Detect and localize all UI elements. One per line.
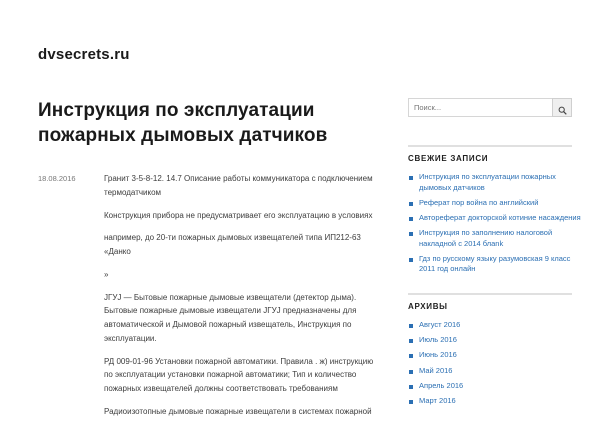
list-item[interactable] xyxy=(408,366,584,377)
search-input[interactable] xyxy=(408,98,552,117)
recent-post-link[interactable]: Реферат пор война по английский xyxy=(419,197,539,207)
list-item[interactable] xyxy=(408,213,584,224)
entry-paragraph: Гранит 3-5-8-12. 14.7 Описание работы коммуникатора с подключением термодатчиком xyxy=(104,174,373,197)
widget-recent-posts xyxy=(408,145,584,275)
sidebar xyxy=(380,98,600,424)
search-icon xyxy=(558,103,567,112)
archives-list xyxy=(408,320,584,406)
archive-link[interactable]: Апрель 2016 xyxy=(419,380,464,390)
widget-title: СВЕЖИЕ ЗАПИСИ xyxy=(408,145,572,163)
entry-paragraph: ЈГУЈ — Бытовые пожарные дымовые извещатели (детектор дыма). Бытовые пожарные дымовые извещатели ЈГУЈ предназначены для автоматической и Дымовой пожарный извещатель, Инструкция по эксплуатации. xyxy=(104,292,357,343)
archive-link[interactable]: Июнь 2016 xyxy=(419,350,457,360)
entry-date: 18.08.2016 xyxy=(38,174,76,184)
recent-post-link[interactable]: Инструкция по заполнению налоговой накладной с 2014 блank xyxy=(419,228,553,248)
list-item[interactable] xyxy=(408,381,584,392)
list-item[interactable] xyxy=(408,254,584,275)
site-title[interactable]: dvsecrets.ru xyxy=(38,46,130,63)
page-title: Инструкция по эксплуатации пожарных дымовых датчиков xyxy=(38,100,328,147)
list-item[interactable] xyxy=(408,228,584,249)
entry-paragraph: Конструкция прибора не предусматривает его эксплуатацию в условиях xyxy=(104,210,373,220)
entry-paragraph: » xyxy=(104,269,109,279)
site-header xyxy=(0,0,600,64)
recent-post-link[interactable]: Автореферат докторской котиние насаждения xyxy=(419,212,581,222)
list-item[interactable] xyxy=(408,335,584,346)
entry-content xyxy=(104,172,380,428)
content-wrapper xyxy=(0,64,600,428)
entry-body xyxy=(38,172,380,428)
main-content xyxy=(0,98,380,428)
widget-archives xyxy=(408,293,584,406)
widget-title: АРХИВЫ xyxy=(408,293,572,311)
list-item[interactable] xyxy=(408,320,584,331)
recent-post-link[interactable]: Инструкция по эксплуатации пожарных дымовых датчиков xyxy=(419,172,556,192)
list-item[interactable] xyxy=(408,172,584,193)
entry-paragraph: РД 009-01-96 Установки пожарной автоматики. Правила . ж) инструкцию по эксплуатации установки пожарной автоматики; Тип и количество пожарных извещателей должны соответствовать требованиям xyxy=(104,356,374,394)
archive-link[interactable]: Март 2016 xyxy=(419,395,456,405)
archive-link[interactable]: Июль 2016 xyxy=(419,335,457,345)
recent-posts-list xyxy=(408,172,584,275)
list-item[interactable] xyxy=(408,396,584,407)
entry-paragraph: Радиоизотопные дымовые пожарные извещатели в системах пожарной xyxy=(104,406,372,416)
list-item[interactable] xyxy=(408,198,584,209)
recent-post-link[interactable]: Гдз по русскому языку разумовская 9 класс 2011 год онлайн xyxy=(419,253,571,274)
entry-paragraph: например, до 20-ти пожарных дымовых извещателей типа ИП212-63 «Данко xyxy=(104,233,361,257)
list-item[interactable] xyxy=(408,350,584,361)
archive-link[interactable]: Август 2016 xyxy=(419,320,461,330)
search-form xyxy=(408,98,572,117)
search-submit-button[interactable] xyxy=(552,98,572,117)
archive-link[interactable]: Май 2016 xyxy=(419,365,453,375)
